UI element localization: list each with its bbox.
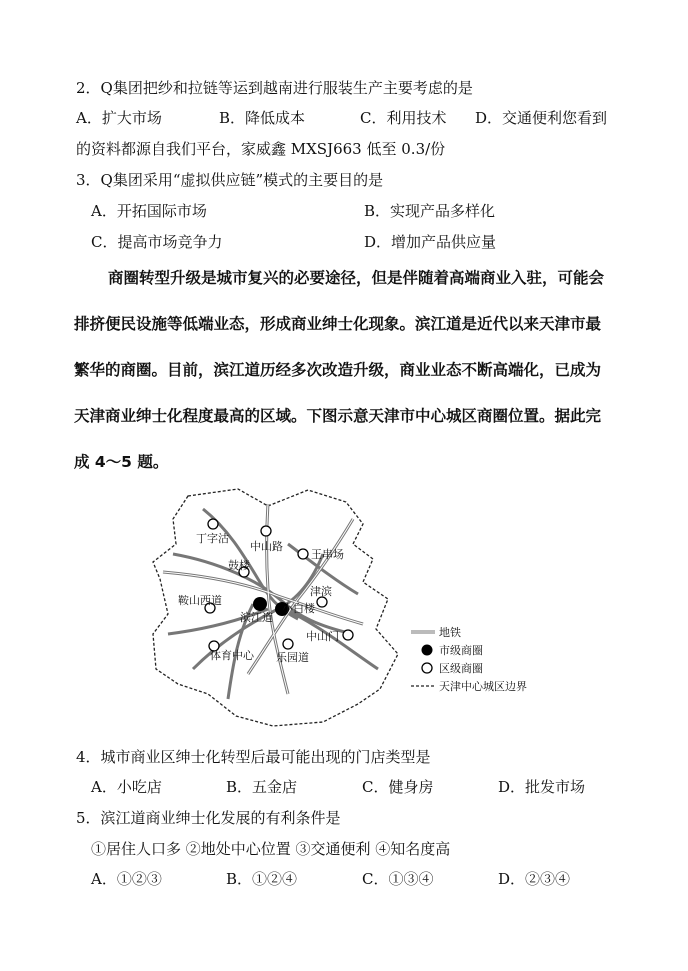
label-gulou: 鼓楼 [228,559,250,572]
tianjin-map [148,484,568,734]
q4-stem: 4．城市商业区绅士化转型后最可能出现的门店类型是 [76,748,431,766]
label-leyuandao: 乐园道 [276,651,309,664]
label-anshanxidao: 鞍山西道 [178,594,222,607]
q3-option-d: D．增加产品供应量 [364,233,497,251]
place-marker-leyuandao [283,639,293,649]
q5-stem: 5．滨江道商业绅士化发展的有利条件是 [76,809,341,827]
place-marker-zhongshanlu [261,526,271,536]
legend-city-circle: 市级商圈 [439,644,483,657]
q2-option-b: B．降低成本 [219,109,306,127]
q2-option-a: A．扩大市场 [76,109,162,127]
q5-option-b: B．①②④ [226,870,298,888]
label-wangchuanchang: 王串场 [311,548,344,561]
passage-line-5: 成 4～5 题。 [74,453,169,471]
q3-stem: 3．Q集团采用“虚拟供应链”模式的主要目的是 [76,171,384,189]
q5-conditions: ①居住人口多 ②地处中心位置 ③交通便利 ④知名度高 [91,840,451,858]
city-circle-binjiangdao [253,597,267,611]
label-zhongshanmen: 中山门 [306,630,339,643]
place-marker-jinbin [317,597,327,607]
label-binjiangdao: 滨江道 [240,611,273,624]
q5-option-a: A．①②③ [91,870,162,888]
label-xiaobailou: 小白楼 [282,602,315,615]
q2-stem: 2．Q集团把纱和拉链等运到越南进行服装生产主要考虑的是 [76,79,473,97]
q5-option-d: D．②③④ [498,870,571,888]
place-marker-zhongshanmen [343,630,353,640]
place-marker-wangchuanchang [298,549,308,559]
place-marker-dingzigu [208,519,218,529]
label-dingzigu: 丁字沽 [196,532,229,545]
q2-ad-line: 的资料都源自我们平台，家威鑫 MXSJ663 低至 0.3/份 [76,140,446,158]
q4-option-d: D．批发市场 [498,778,586,796]
label-zhongshanlu: 中山路 [250,540,283,553]
q4-option-a: A．小吃店 [91,778,162,796]
label-tiyuzhongxin: 体育中心 [210,649,254,662]
q2-option-d: D．交通便利您看到 [475,109,608,127]
q5-option-c: C．①③④ [362,870,434,888]
passage-line-4: 天津商业绅士化程度最高的区域。下图示意天津市中心城区商圈位置。据此完 [74,407,602,425]
passage-line-1: 商圈转型升级是城市复兴的必要途径，但是伴随着高端商业入驻，可能会 [108,269,605,287]
map-legend [411,625,527,693]
passage-line-3: 繁华的商圈。目前，滨江道历经多次改造升级，商业业态不断高端化，已成为 [74,361,602,379]
legend-district-circle: 区级商圈 [439,662,483,675]
q3-option-b: B．实现产品多样化 [364,202,496,220]
q3-option-a: A．开拓国际市场 [91,202,207,220]
legend-subway: 地铁 [439,626,461,639]
legend-boundary: 天津中心城区边界 [439,680,527,693]
passage-line-2: 排挤便民设施等低端业态，形成商业绅士化现象。滨江道是近代以来天津市最 [74,315,602,333]
q2-option-c: C．利用技术 [360,109,447,127]
q4-option-c: C．健身房 [362,778,434,796]
q4-option-b: B．五金店 [226,778,298,796]
q3-option-c: C．提高市场竞争力 [91,233,223,251]
label-jinbin: 津滨 [310,585,332,598]
